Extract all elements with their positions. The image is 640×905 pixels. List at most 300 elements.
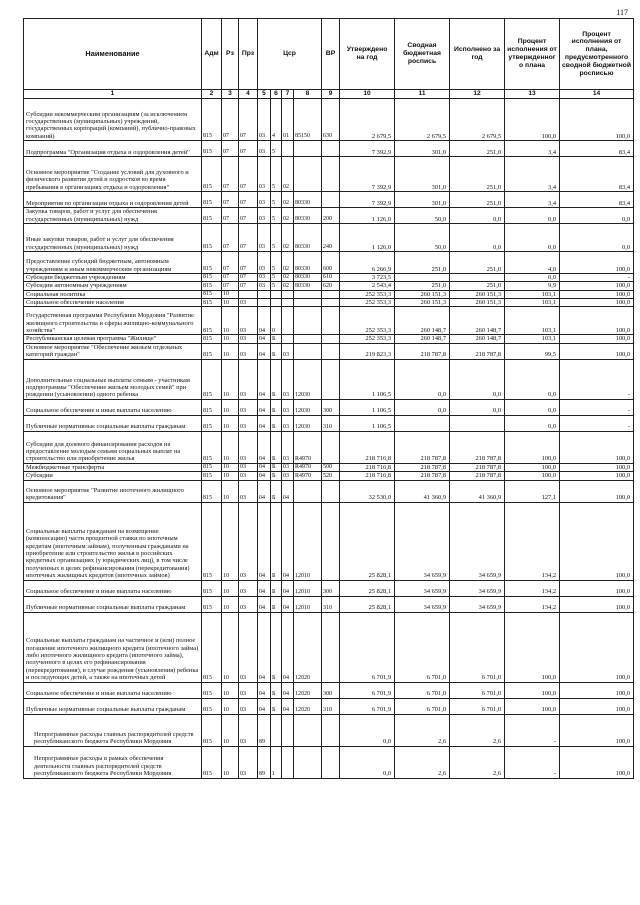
row-csr-1: 04	[258, 612, 271, 682]
row-csr-3: 02	[282, 224, 294, 252]
row-csr-3	[282, 141, 294, 157]
row-adm: 815	[202, 192, 222, 208]
row-percent-plan: 99,5	[505, 343, 560, 359]
row-rz: 10	[222, 463, 239, 471]
row-prz: 07	[239, 141, 258, 157]
row-rz: 10	[222, 472, 239, 480]
row-approved: 0,0	[340, 714, 395, 746]
row-percent-consolidated: 0,0	[560, 224, 634, 252]
row-csr-2: Б	[271, 472, 282, 480]
row-percent-consolidated: 83,4	[560, 157, 634, 192]
budget-table	[23, 18, 634, 779]
row-name: Основное мероприятие "Развитие ипотечного жилищного кредитования"	[24, 480, 202, 502]
row-csr-3: 02	[282, 192, 294, 208]
row-name: Субсидии	[24, 472, 202, 480]
row-csr-4: 80330	[294, 274, 322, 282]
row-vr: 300	[322, 682, 340, 698]
row-adm: 815	[202, 580, 222, 596]
row-adm: 815	[202, 612, 222, 682]
row-rz: 07	[222, 141, 239, 157]
row-csr-2: Б	[271, 698, 282, 714]
row-name: Субсидии некоммерческим организациям (за исключением государственных (муниципальных) учреждений, государственных корпораций (компаний), публично-правовых компаний)	[24, 99, 202, 141]
row-percent-plan: 0,0	[505, 224, 560, 252]
row-adm: 815	[202, 682, 222, 698]
row-vr	[322, 746, 340, 778]
row-percent-plan: 0,0	[505, 399, 560, 415]
row-csr-1: 03	[258, 157, 271, 192]
table-row	[24, 399, 634, 415]
row-executed: 2,6	[450, 714, 505, 746]
row-csr-1: 89	[258, 746, 271, 778]
row-prz: 03	[239, 472, 258, 480]
row-approved: 219 823,3	[340, 343, 395, 359]
row-csr-1: 03	[258, 99, 271, 141]
row-csr-1: 04	[258, 480, 271, 502]
row-csr-1: 04	[258, 682, 271, 698]
row-executed: 218 787,8	[450, 343, 505, 359]
row-csr-4: 12030	[294, 415, 322, 431]
row-name: Субсидии бюджетным учреждениям	[24, 274, 202, 282]
row-percent-plan: 0,0	[505, 415, 560, 431]
row-name: Социальное обеспечение и иные выплаты населению	[24, 399, 202, 415]
row-csr-4: 12030	[294, 399, 322, 415]
row-csr-2	[271, 299, 282, 307]
column-number: 2	[202, 90, 222, 99]
row-csr-4: 12010	[294, 580, 322, 596]
row-adm: 815	[202, 431, 222, 463]
row-percent-plan: 103,1	[505, 335, 560, 343]
row-name: Основное мероприятие "Создание условий для духовного и физического развития детей и подростков во время пребывания в организациях отдыха и оздоровления"	[24, 157, 202, 192]
row-name: Социальное обеспечение и иные выплаты населению	[24, 580, 202, 596]
row-csr-2: 5	[271, 282, 282, 290]
table-row	[24, 415, 634, 431]
row-prz: 03	[239, 502, 258, 580]
row-name: Предоставление субсидий бюджетным, автономным учреждениям и иным некоммерческим организациям	[24, 252, 202, 274]
row-csr-1: 03	[258, 192, 271, 208]
table-row	[24, 208, 634, 224]
row-adm: 815	[202, 415, 222, 431]
row-csr-4: R4970	[294, 463, 322, 471]
row-vr: 630	[322, 99, 340, 141]
row-vr	[322, 343, 340, 359]
row-percent-plan: 127,1	[505, 480, 560, 502]
table-row	[24, 307, 634, 335]
row-executed: 0,0	[450, 359, 505, 399]
table-row	[24, 290, 634, 298]
row-csr-4: 80330	[294, 224, 322, 252]
row-csr-4	[294, 480, 322, 502]
row-csr-3: 03	[282, 472, 294, 480]
row-csr-4: R4970	[294, 472, 322, 480]
row-percent-plan: 134,2	[505, 596, 560, 612]
row-csr-2: Б	[271, 431, 282, 463]
row-consolidated: 251,0	[395, 282, 450, 290]
row-csr-3: 04	[282, 480, 294, 502]
row-vr: 310	[322, 596, 340, 612]
row-percent-plan: 100,0	[505, 99, 560, 141]
row-csr-4: R4970	[294, 431, 322, 463]
column-number: 12	[450, 90, 505, 99]
row-csr-4: 12020	[294, 698, 322, 714]
row-percent-consolidated: -	[560, 399, 634, 415]
row-prz: 07	[239, 208, 258, 224]
row-approved: 1 106,5	[340, 359, 395, 399]
row-consolidated: 0,0	[395, 399, 450, 415]
row-consolidated: 301,0	[395, 157, 450, 192]
table-row	[24, 335, 634, 343]
row-consolidated	[395, 415, 450, 431]
row-csr-4: 12020	[294, 612, 322, 682]
row-vr	[322, 290, 340, 298]
row-consolidated: 301,0	[395, 141, 450, 157]
row-csr-3: 04	[282, 580, 294, 596]
row-csr-3: 04	[282, 596, 294, 612]
row-consolidated: 260 148,7	[395, 307, 450, 335]
row-csr-4: 80330	[294, 252, 322, 274]
row-percent-consolidated: -	[560, 415, 634, 431]
row-executed: 251,0	[450, 192, 505, 208]
row-csr-1: 04	[258, 415, 271, 431]
row-prz: 07	[239, 157, 258, 192]
header-adm: Адм	[202, 19, 222, 90]
row-vr	[322, 359, 340, 399]
row-vr: 600	[322, 252, 340, 274]
row-prz: 03	[239, 463, 258, 471]
row-rz: 10	[222, 714, 239, 746]
row-csr-2: Б	[271, 359, 282, 399]
column-number: 13	[505, 90, 560, 99]
row-rz: 10	[222, 746, 239, 778]
row-vr: 300	[322, 580, 340, 596]
row-percent-plan: 100,0	[505, 472, 560, 480]
row-executed: 6 701,0	[450, 612, 505, 682]
row-csr-3: 04	[282, 698, 294, 714]
row-approved: 7 392,9	[340, 157, 395, 192]
row-adm: 815	[202, 502, 222, 580]
row-csr-1: 04	[258, 596, 271, 612]
row-approved: 1 106,5	[340, 399, 395, 415]
row-vr	[322, 157, 340, 192]
column-number: 4	[239, 90, 258, 99]
row-adm: 815	[202, 399, 222, 415]
header-vr: ВР	[322, 19, 340, 90]
row-consolidated: 34 659,9	[395, 580, 450, 596]
row-executed: 260 151,3	[450, 299, 505, 307]
row-csr-4	[294, 343, 322, 359]
table-row	[24, 99, 634, 141]
row-name: Социальная политика	[24, 290, 202, 298]
table-body	[24, 99, 634, 779]
row-adm: 815	[202, 307, 222, 335]
row-name: Социальные выплаты гражданам на возмещение (компенсацию) части процентной ставки по ипотечным кредитам (ипотечным займам), полученным гражданами на приобретение или строительство жилья в российских кредитных организациях (у юридических лиц), в том числе полученных в целях рефинансирования (перекредитования) ипотечных жилищных кредитов (ипотечных займов)	[24, 502, 202, 580]
table-row	[24, 299, 634, 307]
row-percent-plan: 100,0	[505, 682, 560, 698]
table-header-row	[24, 19, 634, 90]
row-csr-4	[294, 290, 322, 298]
row-csr-2: 5	[271, 192, 282, 208]
row-consolidated: 218 787,8	[395, 343, 450, 359]
row-csr-4	[294, 141, 322, 157]
row-percent-consolidated: 100,0	[560, 299, 634, 307]
row-csr-4: 80330	[294, 282, 322, 290]
row-percent-plan: 100,0	[505, 463, 560, 471]
row-prz: 03	[239, 299, 258, 307]
row-csr-3: 03	[282, 415, 294, 431]
row-csr-2: 5	[271, 208, 282, 224]
row-executed: 251,0	[450, 282, 505, 290]
row-vr: 500	[322, 463, 340, 471]
table-row	[24, 343, 634, 359]
row-csr-4	[294, 714, 322, 746]
row-executed: 2,6	[450, 746, 505, 778]
row-percent-consolidated: 100,0	[560, 335, 634, 343]
row-csr-2: Б	[271, 463, 282, 471]
row-consolidated: 301,0	[395, 192, 450, 208]
row-percent-plan: -	[505, 714, 560, 746]
row-approved: 0,0	[340, 746, 395, 778]
column-number-row	[24, 90, 634, 99]
row-rz: 07	[222, 252, 239, 274]
row-csr-1: 04	[258, 698, 271, 714]
header-percent-plan: Процент исполнения от утвержденног о плана	[505, 19, 560, 90]
row-prz	[239, 290, 258, 298]
row-adm: 815	[202, 290, 222, 298]
row-percent-plan: 100,0	[505, 698, 560, 714]
row-csr-1: 04	[258, 335, 271, 343]
row-executed: 260 148,7	[450, 307, 505, 335]
row-approved: 6 266,9	[340, 252, 395, 274]
row-consolidated: 34 659,9	[395, 502, 450, 580]
row-consolidated: 260 151,3	[395, 290, 450, 298]
row-vr: 300	[322, 399, 340, 415]
row-executed: 251,0	[450, 141, 505, 157]
row-percent-plan: 103,1	[505, 290, 560, 298]
row-adm: 815	[202, 746, 222, 778]
row-csr-3: 04	[282, 502, 294, 580]
row-rz: 10	[222, 299, 239, 307]
row-percent-consolidated: 100,0	[560, 480, 634, 502]
column-number: 11	[395, 90, 450, 99]
row-adm: 815	[202, 99, 222, 141]
row-consolidated: 2 679,5	[395, 99, 450, 141]
row-percent-plan: 3,4	[505, 192, 560, 208]
row-adm: 815	[202, 274, 222, 282]
row-name: Подпрограмма "Организация отдыха и оздоровления детей"	[24, 141, 202, 157]
header-prz: Прз	[239, 19, 258, 90]
row-prz: 03	[239, 580, 258, 596]
row-percent-consolidated: 100,0	[560, 472, 634, 480]
row-rz: 10	[222, 580, 239, 596]
row-consolidated: 2,6	[395, 714, 450, 746]
table-row	[24, 252, 634, 274]
row-approved: 252 353,3	[340, 299, 395, 307]
table-row	[24, 612, 634, 682]
row-vr	[322, 299, 340, 307]
table-row	[24, 141, 634, 157]
row-percent-plan: 3,4	[505, 141, 560, 157]
row-adm: 815	[202, 252, 222, 274]
row-csr-3	[282, 746, 294, 778]
row-csr-3: 04	[282, 612, 294, 682]
row-prz: 07	[239, 282, 258, 290]
row-percent-consolidated: 83,4	[560, 141, 634, 157]
row-rz: 10	[222, 698, 239, 714]
row-name: Республиканская целевая программа "Жилище"	[24, 335, 202, 343]
row-csr-4	[294, 157, 322, 192]
row-name: Иные закупки товаров, работ и услуг для обеспечения государственных (муниципальных) нужд	[24, 224, 202, 252]
row-csr-2: 5	[271, 141, 282, 157]
row-csr-1	[258, 290, 271, 298]
row-csr-3: 03	[282, 431, 294, 463]
table-row	[24, 431, 634, 463]
row-name: Основное мероприятие "Обеспечение жильем отдельных категорий граждан"	[24, 343, 202, 359]
row-name: Государственная программа Республики Мордовия "Развитие жилищного строительства и сферы жилищно-коммунального хозяйства"	[24, 307, 202, 335]
row-vr: 310	[322, 698, 340, 714]
row-vr	[322, 502, 340, 580]
row-approved: 25 828,1	[340, 596, 395, 612]
row-vr	[322, 335, 340, 343]
row-consolidated: 34 659,9	[395, 596, 450, 612]
row-approved: 32 530,0	[340, 480, 395, 502]
row-percent-plan: 100,0	[505, 612, 560, 682]
row-name: Межбюджетные трансферты	[24, 463, 202, 471]
row-name: Социальное обеспечение населения	[24, 299, 202, 307]
row-adm: 815	[202, 343, 222, 359]
column-number: 7	[282, 90, 294, 99]
row-executed: 260 148,7	[450, 335, 505, 343]
row-consolidated: 251,0	[395, 252, 450, 274]
table-row	[24, 463, 634, 471]
row-prz: 03	[239, 399, 258, 415]
row-adm: 815	[202, 698, 222, 714]
row-approved: 1 106,5	[340, 415, 395, 431]
row-csr-4: 12030	[294, 359, 322, 399]
row-csr-3: 03	[282, 399, 294, 415]
column-number: 10	[340, 90, 395, 99]
row-percent-consolidated: 100,0	[560, 596, 634, 612]
row-approved: 1 126,0	[340, 208, 395, 224]
row-executed	[450, 415, 505, 431]
row-csr-2: Б	[271, 682, 282, 698]
table-row	[24, 502, 634, 580]
row-prz: 03	[239, 714, 258, 746]
row-name: Дополнительные социальные выплаты семьям - участникам подпрограммы "Обеспечение жильем молодых семей" при рождении (усыновлении) одного ребенка	[24, 359, 202, 399]
row-consolidated: 0,0	[395, 359, 450, 399]
row-csr-2: Б	[271, 480, 282, 502]
row-vr	[322, 431, 340, 463]
row-percent-plan: 134,2	[505, 502, 560, 580]
row-rz: 10	[222, 612, 239, 682]
row-csr-3: 02	[282, 157, 294, 192]
row-approved: 218 716,8	[340, 463, 395, 471]
row-consolidated: 218 787,8	[395, 472, 450, 480]
table-row	[24, 580, 634, 596]
row-percent-consolidated: 100,0	[560, 580, 634, 596]
column-number: 5	[258, 90, 271, 99]
header-percent-consolidated: Процент исполнения от плана, предусмотренного сводной бюджетной росписью	[560, 19, 634, 90]
row-prz: 03	[239, 698, 258, 714]
row-percent-consolidated: 0,0	[560, 208, 634, 224]
row-consolidated: 50,0	[395, 224, 450, 252]
row-percent-plan: 134,2	[505, 580, 560, 596]
row-percent-consolidated: 100,0	[560, 282, 634, 290]
row-percent-consolidated: 100,0	[560, 463, 634, 471]
row-name: Публичные нормативные социальные выплаты гражданам	[24, 698, 202, 714]
row-approved: 2 543,4	[340, 282, 395, 290]
row-csr-1: 04	[258, 343, 271, 359]
row-consolidated: 6 701,0	[395, 612, 450, 682]
row-percent-consolidated: 100,0	[560, 698, 634, 714]
row-percent-plan: 103,1	[505, 307, 560, 335]
row-approved: 6 701,9	[340, 612, 395, 682]
row-adm: 815	[202, 480, 222, 502]
row-rz: 10	[222, 290, 239, 298]
row-consolidated	[395, 274, 450, 282]
row-rz: 10	[222, 431, 239, 463]
row-csr-1: 04	[258, 431, 271, 463]
row-prz: 03	[239, 746, 258, 778]
row-csr-4	[294, 335, 322, 343]
row-prz: 03	[239, 612, 258, 682]
row-csr-3: 02	[282, 252, 294, 274]
row-rz: 10	[222, 399, 239, 415]
row-percent-consolidated: 100,0	[560, 252, 634, 274]
row-rz: 07	[222, 274, 239, 282]
row-consolidated: 218 787,8	[395, 463, 450, 471]
row-adm: 815	[202, 141, 222, 157]
row-csr-4: 12020	[294, 682, 322, 698]
row-executed: 34 659,9	[450, 596, 505, 612]
row-name: Субсидии автономным учреждениям	[24, 282, 202, 290]
row-executed: 260 151,3	[450, 290, 505, 298]
row-csr-3: 02	[282, 208, 294, 224]
row-executed: 218 787,8	[450, 463, 505, 471]
table-row	[24, 274, 634, 282]
row-csr-1: 04	[258, 359, 271, 399]
row-consolidated: 260 148,7	[395, 335, 450, 343]
row-csr-3: 04	[282, 682, 294, 698]
table-row	[24, 682, 634, 698]
row-csr-4: 12010	[294, 596, 322, 612]
row-rz: 10	[222, 682, 239, 698]
row-csr-3	[282, 714, 294, 746]
row-approved: 25 828,1	[340, 580, 395, 596]
row-csr-2: 5	[271, 157, 282, 192]
row-percent-consolidated: -	[560, 359, 634, 399]
row-rz: 10	[222, 343, 239, 359]
row-csr-2: Б	[271, 580, 282, 596]
page-number: 117	[616, 8, 628, 17]
row-approved: 1 126,0	[340, 224, 395, 252]
row-approved: 25 828,1	[340, 502, 395, 580]
row-prz: 03	[239, 359, 258, 399]
row-csr-4: 12010	[294, 502, 322, 580]
row-adm: 815	[202, 714, 222, 746]
row-csr-2: 5	[271, 252, 282, 274]
row-csr-2: 4	[271, 99, 282, 141]
row-vr: 240	[322, 224, 340, 252]
row-percent-plan: 103,1	[505, 299, 560, 307]
row-approved: 6 701,9	[340, 682, 395, 698]
row-rz: 07	[222, 157, 239, 192]
row-consolidated: 2,6	[395, 746, 450, 778]
row-prz: 07	[239, 192, 258, 208]
row-csr-1: 04	[258, 463, 271, 471]
table-row	[24, 746, 634, 778]
row-vr	[322, 612, 340, 682]
row-executed: 0,0	[450, 224, 505, 252]
row-prz: 03	[239, 415, 258, 431]
